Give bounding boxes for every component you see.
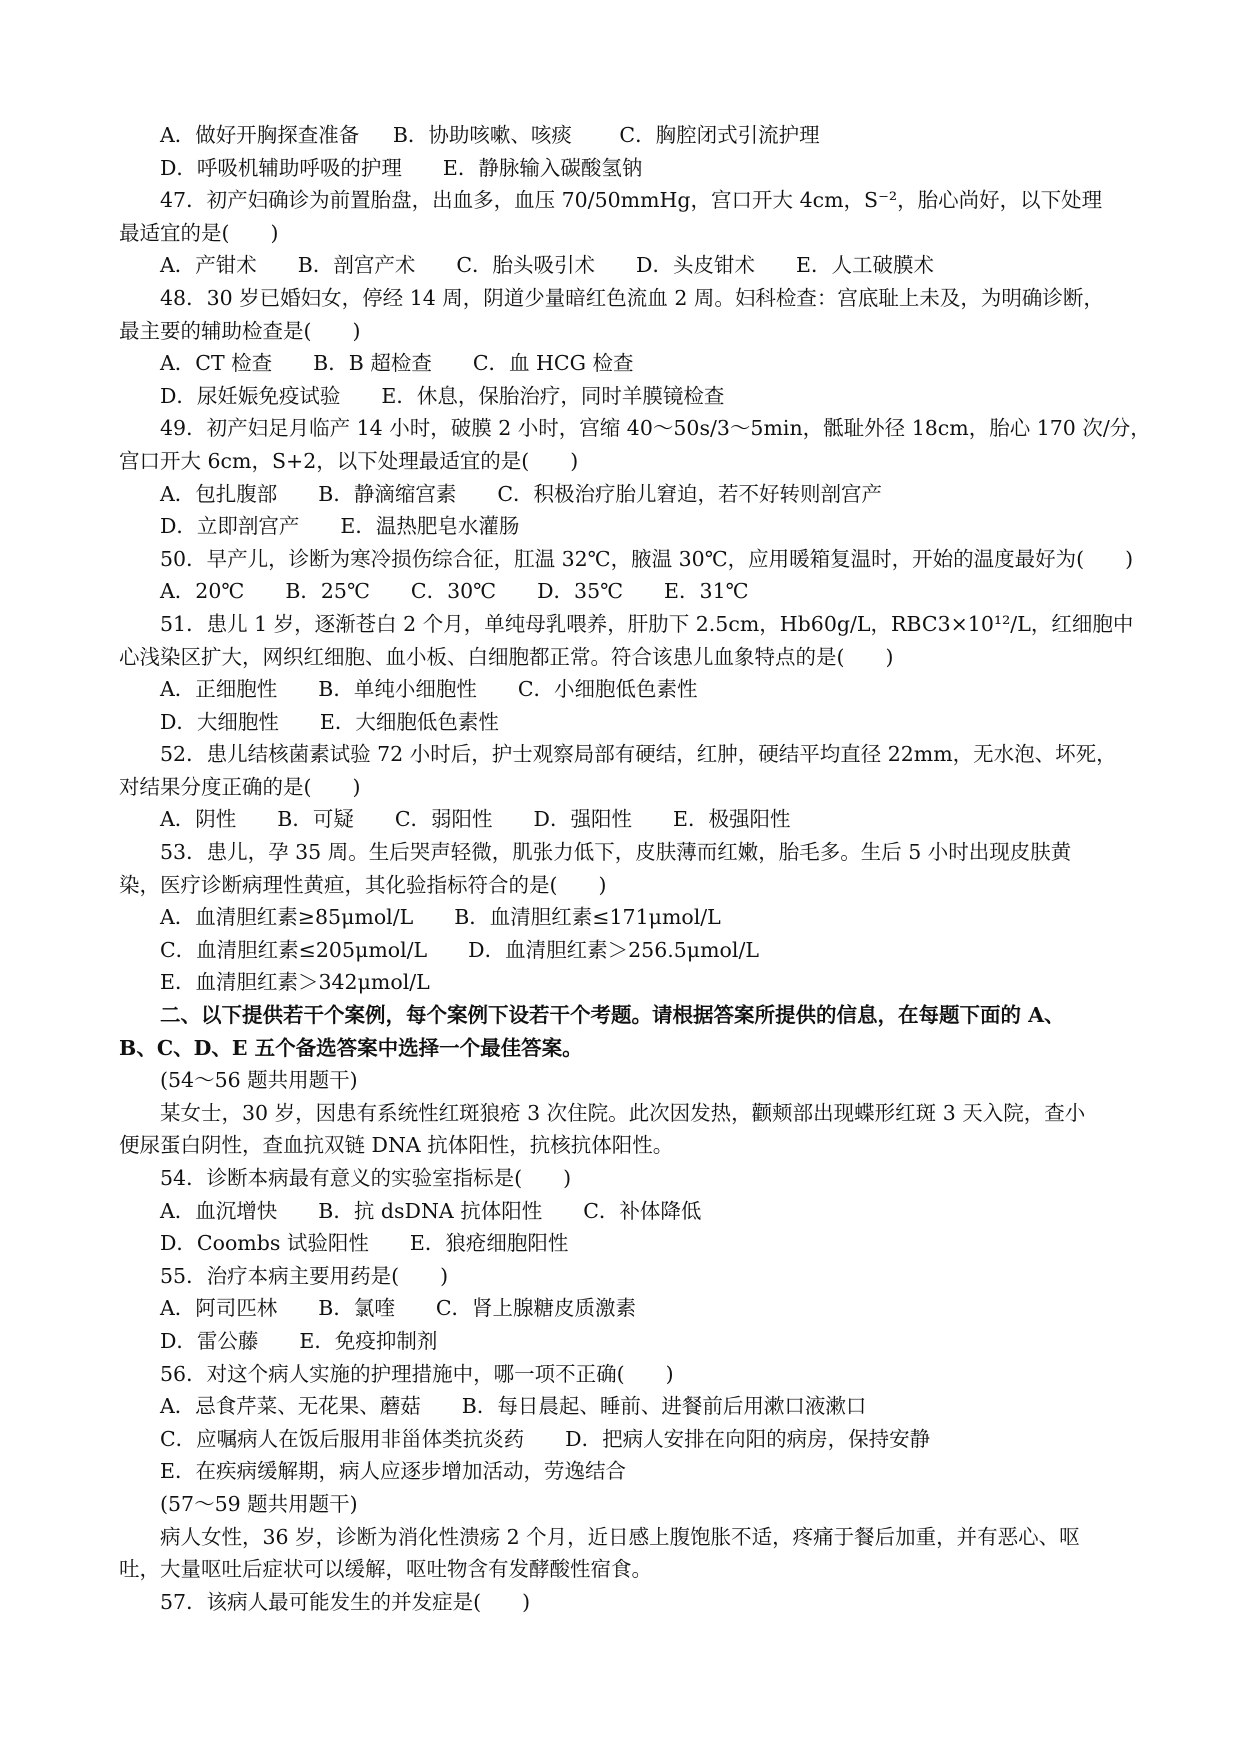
- text-line: A．忌食芹菜、无花果、蘑菇 B．每日晨起、睡前、进餐前后用漱口液漱口: [160, 1394, 867, 1419]
- text-line: 56．对这个病人实施的护理措施中，哪一项不正确( ): [160, 1361, 674, 1386]
- text-line: A．CT 检查 B．B 超检查 C．血 HCG 检查: [160, 351, 634, 376]
- text-line: A．20℃ B．25℃ C．30℃ D．35℃ E．31℃: [160, 579, 749, 604]
- text-line: D．Coombs 试验阳性 E．狼疮细胞阳性: [160, 1231, 569, 1256]
- text-line: 某女士，30 岁，因患有系统性红斑狼疮 3 次住院。此次因发热，颧颊部出现蝶形红斑 3 天入院，查小: [160, 1100, 1086, 1125]
- text-line: 染，医疗诊断病理性黄疸，其化验指标符合的是( ): [119, 872, 607, 897]
- text-line: 最主要的辅助检查是( ): [119, 318, 361, 343]
- text-line: B、C、D、E 五个备选答案中选择一个最佳答案。: [119, 1035, 583, 1060]
- text-line: 吐，大量呕吐后症状可以缓解，呕吐物含有发酵酸性宿食。: [119, 1557, 652, 1582]
- text-line: A．正细胞性 B．单纯小细胞性 C．小细胞低色素性: [160, 677, 698, 702]
- text-line: 50．早产儿，诊断为寒冷损伤综合征，肛温 32℃，腋温 30℃，应用暖箱复温时，开始的温度最好为( ): [160, 546, 1134, 571]
- text-line: E．血清胆红素＞342μmol/L: [160, 970, 430, 995]
- text-line: 49．初产妇足月临产 14 小时，破膜 2 小时，宫缩 40～50s/3～5min，骶耻外径 18cm，胎心 170 次/分，: [160, 416, 1151, 441]
- text-line: (54～56 题共用题干): [160, 1068, 358, 1093]
- text-line: A．血清胆红素≥85μmol/L B．血清胆红素≤171μmol/L: [160, 905, 721, 930]
- text-line: 便尿蛋白阴性，查血抗双链 DNA 抗体阳性，抗核抗体阳性。: [119, 1133, 674, 1158]
- text-line: D．大细胞性 E．大细胞低色素性: [160, 709, 499, 734]
- text-line: D．立即剖宫产 E．温热肥皂水灌肠: [160, 514, 520, 539]
- text-line: D．雷公藤 E．免疫抑制剂: [160, 1328, 438, 1353]
- text-line: A．血沉增快 B．抗 dsDNA 抗体阳性 C．补体降低: [160, 1198, 702, 1223]
- text-line: D．尿妊娠免疫试验 E．休息，保胎治疗，同时羊膜镜检查: [160, 383, 725, 408]
- text-line: C．应嘱病人在饭后服用非甾体类抗炎药 D．把病人安排在向阳的病房，保持安静: [160, 1426, 931, 1451]
- text-line: 54．诊断本病最有意义的实验室指标是( ): [160, 1166, 572, 1190]
- text-line: E．在疾病缓解期，病人应逐步增加活动，劳逸结合: [160, 1459, 626, 1484]
- text-line: D．呼吸机辅助呼吸的护理 E．静脉输入碳酸氢钠: [160, 155, 643, 180]
- text-line: 对结果分度正确的是( ): [119, 774, 361, 799]
- text-line: 心浅染区扩大，网织红细胞、血小板、白细胞都正常。符合该患儿血象特点的是( ): [119, 644, 894, 669]
- text-line: 病人女性，36 岁，诊断为消化性溃疡 2 个月，近日感上腹饱胀不适，疼痛于餐后加重，并有恶心、呕: [160, 1524, 1080, 1549]
- text-line: 47．初产妇确诊为前置胎盘，出血多，血压 70/50mmHg，宫口开大 4cm，S⁻²，胎心尚好，以下处理: [160, 188, 1103, 213]
- text-line: 最适宜的是( ): [119, 220, 279, 245]
- text-line: A．阴性 B．可疑 C．弱阳性 D．强阳性 E．极强阳性: [160, 807, 791, 832]
- text-line: A．做好开胸探查准备 B．协助咳嗽、咳痰 C．胸腔闭式引流护理: [160, 123, 820, 147]
- text-line: 宫口开大 6cm，S+2，以下处理最适宜的是( ): [119, 448, 579, 473]
- text-line: C．血清胆红素≤205μmol/L D．血清胆红素＞256.5μmol/L: [160, 937, 759, 962]
- text-line: 53．患儿，孕 35 周。生后哭声轻微，肌张力低下，皮肤薄而红嫩，胎毛多。生后 5 小时出现皮肤黄: [160, 840, 1072, 865]
- text-line: A．阿司匹林 B．氯喹 C．肾上腺糖皮质激素: [160, 1296, 637, 1321]
- text-line: 二、以下提供若干个案例，每个案例下设若干个考题。请根据答案所提供的信息，在每题下面的 A、: [160, 1003, 1065, 1028]
- text-line: A．包扎腹部 B．静滴缩宫素 C．积极治疗胎儿窘迫，若不好转则剖宫产: [160, 481, 883, 506]
- text-line: 57．该病人最可能发生的并发症是( ): [160, 1589, 531, 1614]
- text-line: 48．30 岁已婚妇女，停经 14 周，阴道少量暗红色流血 2 周。妇科检查：宫底耻上未及，为明确诊断，: [160, 285, 1104, 310]
- text-line: 52．患儿结核菌素试验 72 小时后，护士观察局部有硬结，红肿，硬结平均直径 22mm，无水泡、坏死，: [160, 742, 1117, 767]
- text-line: A．产钳术 B．剖宫产术 C．胎头吸引术 D．头皮钳术 E．人工破膜术: [160, 253, 934, 278]
- text-line: 55．治疗本病主要用药是( ): [160, 1263, 449, 1288]
- document-page: [119, 119, 1154, 1618]
- text-line: 51．患儿 1 岁，逐渐苍白 2 个月，单纯母乳喂养，肝肋下 2.5cm，Hb60g/L，RBC3×10¹²/L，红细胞中: [160, 611, 1134, 636]
- text-line: (57～59 题共用题干): [160, 1491, 358, 1516]
